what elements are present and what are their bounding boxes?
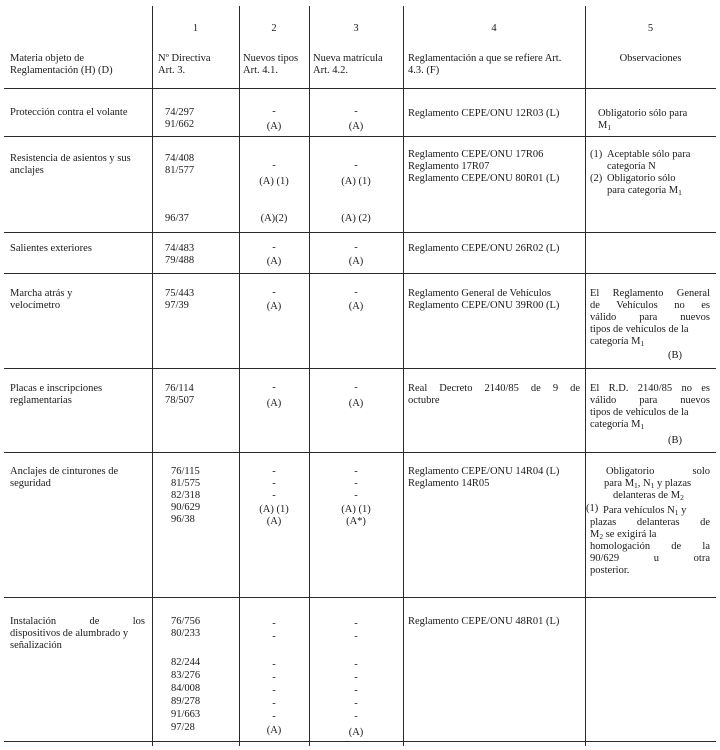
- observation-text: categoría M1: [590, 336, 645, 348]
- row-rule: [4, 452, 716, 453]
- directive-number: 91/662: [165, 119, 195, 130]
- dash-mark: -: [272, 672, 276, 683]
- observation-text: M2 se exigirá la: [590, 529, 657, 541]
- subject-cell: reglamentarias: [10, 395, 72, 406]
- regulation-text: octubre: [408, 395, 440, 406]
- observation-text: Obligatorio sólo: [607, 173, 676, 184]
- observation-text: El R.D. 2140/85 no es: [590, 383, 710, 394]
- directive-number: 74/483: [165, 243, 195, 254]
- column-header: Nueva matrícula: [313, 53, 383, 64]
- observation-text: 90/629 u otra: [590, 553, 710, 564]
- observation-text: Obligatorio sólo para: [598, 108, 688, 119]
- note-mark: (A): [266, 256, 282, 267]
- directive-number: 97/39: [165, 300, 189, 311]
- note-mark: (A): [348, 727, 364, 738]
- observation-text: M1: [598, 120, 612, 132]
- note-mark: (A): [266, 398, 282, 409]
- dash-mark: -: [272, 382, 276, 393]
- directive-number: 97/28: [171, 722, 195, 733]
- column-header: Reglamentación (H) (D): [10, 65, 113, 76]
- note-mark: (A): [266, 121, 282, 132]
- observation-text: de Vehículos no es: [590, 300, 710, 311]
- directive-number: 74/408: [165, 153, 195, 164]
- directive-number: 90/629: [171, 502, 201, 513]
- column-header: Art. 3.: [158, 65, 186, 76]
- directive-number: 74/297: [165, 107, 195, 118]
- header-rule: [4, 88, 716, 89]
- observation-text: tipos de vehículos de la: [590, 324, 689, 335]
- directive-number: 75/443: [165, 288, 195, 299]
- subject-cell: señalización: [10, 640, 62, 651]
- directive-number: 81/577: [165, 165, 195, 176]
- observation-text: posterior.: [590, 565, 630, 576]
- regulation-text: Real Decreto 2140/85 de 9 de: [408, 383, 580, 394]
- dash-mark: -: [272, 287, 276, 298]
- subject-cell: dispositivos de alumbrado y: [10, 628, 129, 639]
- directive-number: 78/507: [165, 395, 195, 406]
- observation-text: delanteras de M2: [613, 490, 684, 502]
- column-header: Reglamentación a que se refiere Art.: [408, 53, 562, 64]
- directive-number: 81/575: [171, 478, 201, 489]
- footnote-marker: (1): [586, 503, 599, 514]
- directive-number: 80/233: [171, 628, 201, 639]
- column-header: Observaciones: [619, 53, 682, 64]
- column-header: Art. 4.2.: [313, 65, 348, 76]
- regulation-text: Reglamento General de Vehículos: [408, 288, 551, 299]
- column-header: Materia objeto de: [10, 53, 85, 64]
- dash-mark: -: [354, 242, 358, 253]
- directive-number: 79/488: [165, 255, 195, 266]
- observation-text: Aceptable sólo para: [607, 149, 691, 160]
- observation-text: Para vehículos N1 y: [603, 505, 687, 517]
- note-mark: (A) (1): [341, 504, 371, 515]
- note-mark: (A) (2): [341, 213, 371, 224]
- directive-number: 96/37: [165, 213, 189, 224]
- note-mark: (A): [348, 301, 364, 312]
- dash-mark: -: [354, 382, 358, 393]
- directive-number: 82/318: [171, 490, 201, 501]
- dash-mark: -: [354, 466, 358, 477]
- subject-cell: velocímetro: [10, 300, 61, 311]
- column-number: 5: [647, 23, 654, 34]
- regulation-text: Reglamento CEPE/ONU 17R06: [408, 149, 544, 160]
- observation-text: categoría M1: [590, 419, 645, 431]
- observation-text: plazas delanteras de: [590, 517, 710, 528]
- subject-cell: Instalación de los: [10, 616, 145, 627]
- subject-cell: Salientes exteriores: [10, 243, 92, 254]
- regulation-text: Reglamento 17R07: [408, 161, 490, 172]
- dash-mark: -: [354, 287, 358, 298]
- row-rule: [4, 368, 716, 369]
- column-number: 3: [353, 23, 359, 34]
- directive-number: 82/244: [171, 657, 201, 668]
- col-divider: [152, 6, 153, 746]
- column-header: 4.3. (F): [408, 65, 440, 76]
- observation-text: válido para nuevos: [590, 395, 710, 406]
- column-number: 1: [192, 23, 199, 34]
- subject-cell: Anclajes de cinturones de: [10, 466, 119, 477]
- column-header: Nº Directiva: [158, 53, 211, 64]
- directive-number: 76/115: [171, 466, 200, 477]
- dash-mark: -: [354, 160, 358, 171]
- note-mark: (A) (1): [259, 504, 289, 515]
- dash-mark: -: [272, 106, 276, 117]
- observation-text: categoría N: [607, 161, 656, 172]
- regulation-text: Reglamento CEPE/ONU 80R01 (L): [408, 173, 560, 184]
- col-divider: [403, 6, 404, 746]
- directive-number: 76/756: [171, 616, 201, 627]
- directive-number: 84/008: [171, 683, 201, 694]
- dash-mark: -: [354, 672, 358, 683]
- note-mark: (A): [266, 516, 282, 527]
- note-mark: (A*): [346, 516, 366, 527]
- regulation-text: Reglamento 14R05: [408, 478, 490, 489]
- regulation-text: Reglamento CEPE/ONU 39R00 (L): [408, 300, 560, 311]
- directive-number: 96/38: [171, 514, 195, 525]
- column-number: 4: [491, 23, 497, 34]
- dash-mark: -: [272, 490, 276, 501]
- dash-mark: -: [354, 618, 358, 629]
- table-bottom-rule: [4, 741, 716, 742]
- dash-mark: -: [354, 478, 358, 489]
- dash-mark: -: [354, 711, 358, 722]
- observation-text: El Reglamento General: [590, 288, 710, 299]
- observation-text: válido para nuevos: [590, 312, 710, 323]
- directive-number: 76/114: [165, 383, 194, 394]
- dash-mark: -: [272, 698, 276, 709]
- subject-cell: Protección contra el volante: [10, 107, 128, 118]
- row-rule: [4, 232, 716, 233]
- subject-cell: seguridad: [10, 478, 51, 489]
- note-mark: (B): [668, 350, 682, 361]
- column-header: Nuevos tipos: [243, 53, 299, 64]
- observation-text: homologación de la: [590, 541, 710, 552]
- row-rule: [4, 136, 716, 137]
- dash-mark: -: [354, 106, 358, 117]
- subject-cell: Resistencia de asientos y sus: [10, 153, 131, 164]
- dash-mark: -: [354, 659, 358, 670]
- dash-mark: -: [272, 466, 276, 477]
- regulation-text: Reglamento CEPE/ONU 14R04 (L): [408, 466, 560, 477]
- directive-number: 83/276: [171, 670, 201, 681]
- row-rule: [4, 273, 716, 274]
- column-number: 2: [271, 23, 277, 34]
- dash-mark: -: [272, 618, 276, 629]
- note-mark: (A) (1): [259, 176, 289, 187]
- observation-text: para categoría M1: [607, 185, 682, 197]
- subject-cell: Placas e inscripciones: [10, 383, 103, 394]
- col-divider: [585, 6, 586, 746]
- dash-mark: -: [272, 685, 276, 696]
- note-mark: (A)(2): [260, 213, 288, 224]
- regulation-text: Reglamento CEPE/ONU 12R03 (L): [408, 108, 560, 119]
- footnote-marker: (2): [590, 173, 603, 184]
- directive-number: 89/278: [171, 696, 201, 707]
- row-rule: [4, 597, 716, 598]
- dash-mark: -: [272, 631, 276, 642]
- dash-mark: -: [272, 711, 276, 722]
- observation-text: para M1, N1 y plazas: [604, 478, 692, 490]
- dash-mark: -: [272, 160, 276, 171]
- regulation-text: Reglamento CEPE/ONU 48R01 (L): [408, 616, 560, 627]
- dash-mark: -: [354, 685, 358, 696]
- dash-mark: -: [354, 631, 358, 642]
- subject-cell: anclajes: [10, 165, 44, 176]
- dash-mark: -: [354, 698, 358, 709]
- note-mark: (A): [348, 398, 364, 409]
- directive-number: 91/663: [171, 709, 201, 720]
- dash-mark: -: [272, 478, 276, 489]
- observation-text: tipos de vehículos de la: [590, 407, 689, 418]
- observation-text: Obligatorio solo: [606, 466, 710, 477]
- note-mark: (A): [348, 256, 364, 267]
- regulation-text: Reglamento CEPE/ONU 26R02 (L): [408, 243, 560, 254]
- note-mark: (B): [668, 435, 682, 446]
- dash-mark: -: [272, 242, 276, 253]
- note-mark: (A): [266, 725, 282, 736]
- note-mark: (A) (1): [341, 176, 371, 187]
- note-mark: (A): [348, 121, 364, 132]
- dash-mark: -: [272, 659, 276, 670]
- column-header: Art. 4.1.: [243, 65, 278, 76]
- note-mark: (A): [266, 301, 282, 312]
- footnote-marker: (1): [590, 149, 603, 160]
- dash-mark: -: [354, 490, 358, 501]
- subject-cell: Marcha atrás y: [10, 288, 73, 299]
